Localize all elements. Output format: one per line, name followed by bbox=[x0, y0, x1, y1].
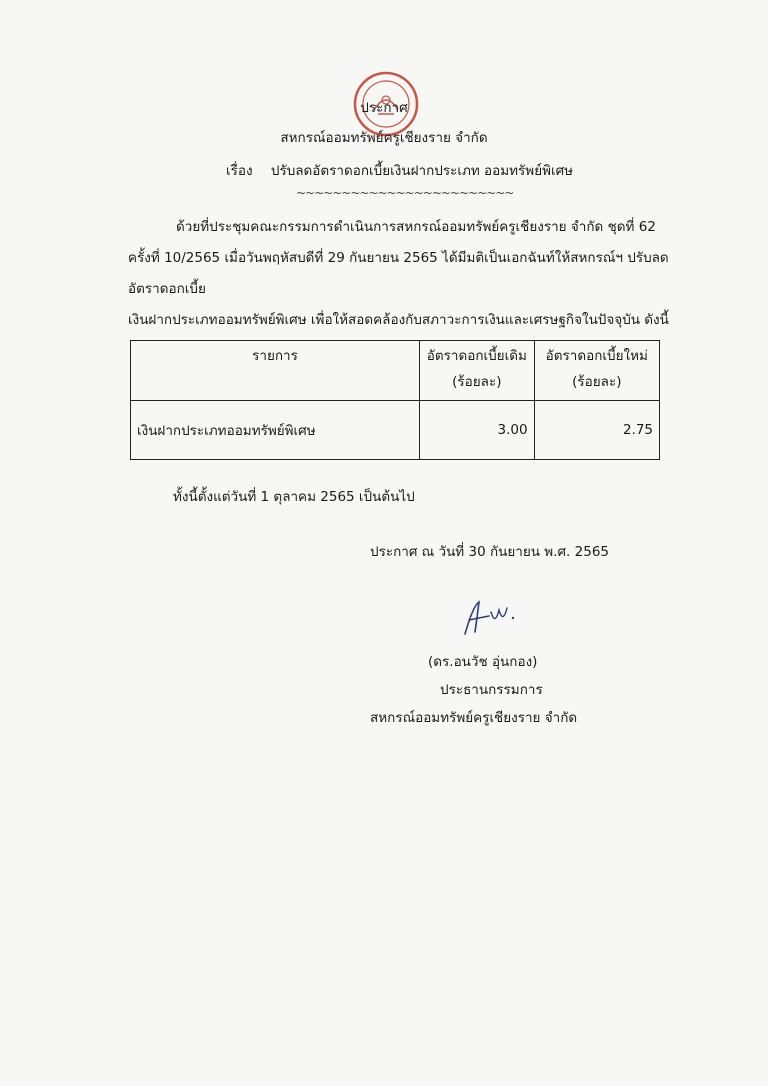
row-new-rate: 2.75 bbox=[534, 401, 659, 460]
header-new-rate-unit: (ร้อยละ) bbox=[572, 374, 622, 390]
body-line-2: ครั้งที่ 10/2565 เมื่อวันพฤหัสบดีที่ 29 กันยายน 2565 ได้มีมติเป็นเอกฉันท์ให้สหกรณ์ฯ ปรับลดอัตราดอกเบี้ย bbox=[128, 250, 669, 297]
header-new-rate bbox=[534, 341, 659, 401]
header-item-label: รายการ bbox=[252, 348, 298, 364]
signatory-title: ประธานกรรมการ bbox=[440, 682, 543, 698]
effective-date: ทั้งนี้ตั้งแต่วันที่ 1 ตุลาคม 2565 เป็นต้นไป bbox=[173, 489, 415, 505]
announcement-date: ประกาศ ณ วันที่ 30 กันยายน พ.ศ. 2565 bbox=[370, 544, 609, 560]
header-old-rate-label: อัตราดอกเบี้ยเดิม bbox=[426, 348, 527, 364]
row-item: เงินฝากประเภทออมทรัพย์พิเศษ bbox=[131, 401, 420, 460]
signature-icon bbox=[455, 596, 535, 640]
row-old-rate: 3.00 bbox=[420, 401, 535, 460]
table-header-row bbox=[131, 341, 660, 401]
header-item bbox=[131, 341, 420, 401]
body-line-1: ด้วยที่ประชุมคณะกรรมการดำเนินการสหกรณ์ออมทรัพย์ครูเชียงราย จำกัด ชุดที่ 62 bbox=[176, 219, 656, 235]
header-old-rate bbox=[420, 341, 535, 401]
header-old-rate-unit: (ร้อยละ) bbox=[452, 374, 502, 390]
body-line-3: เงินฝากประเภทออมทรัพย์พิเศษ เพื่อให้สอดคล้องกับสภาวะการเงินและเศรษฐกิจในปัจจุบัน ดังนี้ bbox=[128, 312, 669, 328]
signatory-name: (ดร.อนวัช อุ่นกอง) bbox=[428, 654, 538, 670]
signatory-org: สหกรณ์ออมทรัพย์ครูเชียงราย จำกัด bbox=[370, 710, 578, 726]
subject-line bbox=[226, 159, 573, 181]
table-row bbox=[131, 401, 660, 460]
announcement-title: ประกาศ bbox=[360, 100, 408, 116]
subject-text: ปรับลดอัตราดอกเบี้ยเงินฝากประเภท ออมทรัพย์พิเศษ bbox=[270, 163, 574, 179]
rate-table bbox=[130, 340, 660, 460]
header-new-rate-label: อัตราดอกเบี้ยใหม่ bbox=[545, 348, 648, 364]
body-paragraph bbox=[128, 212, 688, 336]
subject-label: เรื่อง bbox=[226, 163, 253, 179]
organization-name: สหกรณ์ออมทรัพย์ครูเชียงราย จำกัด bbox=[280, 130, 488, 146]
divider: ~~~~~~~~~~~~~~~~~~~~~~~~ bbox=[296, 186, 514, 200]
